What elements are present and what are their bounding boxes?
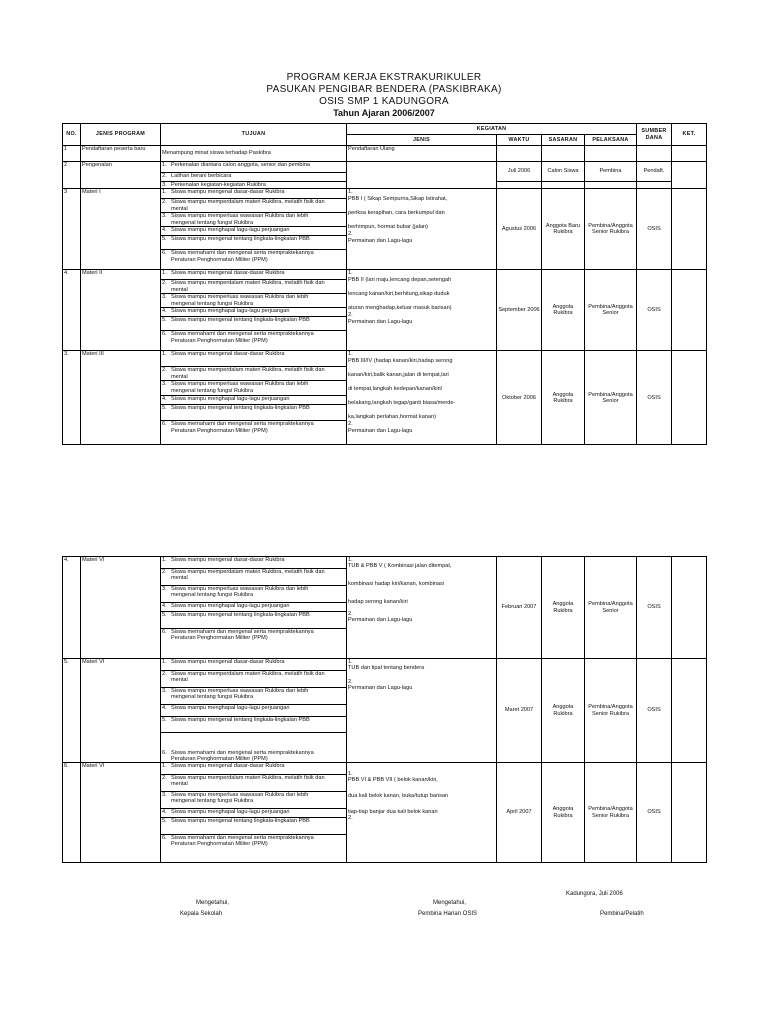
row-pelaksana: Pembina/Anggota Senior Rukibra — [585, 189, 637, 270]
program-table-part-2 — [62, 556, 707, 863]
header-waktu: WAKTU — [497, 135, 542, 146]
row-waktu: Maret 2007 — [497, 659, 542, 763]
doc-title-line-2: PASUKAN PENGIBAR BENDERA (PASKIBRAKA) — [266, 84, 502, 95]
middle-sign-role: Pembina Harian OSIS — [418, 911, 478, 917]
row-dana: OSIS — [637, 557, 672, 659]
tujuan-item: 1. Siswa mampu mengenal dasar-dasar Rukibra — [161, 763, 347, 775]
tujuan-item: 6. Siswa memahami dan mengenal serta mempraktekannya Peraturan Penghormatan Militer (PPM) — [161, 835, 347, 863]
header-kegiatan: KEGIATAN — [347, 124, 637, 135]
row-program: Pendaftaran peserta baru — [81, 146, 161, 162]
row-sasaran: Anggota Rukibra — [542, 659, 585, 763]
row-no: 1 — [63, 146, 81, 162]
header-jenis: JENIS — [347, 135, 497, 146]
tujuan-item: 2. Siswa mampu memperdalam materi Rukibra, melatih fisik dan mental — [161, 280, 347, 294]
row-pelaksana: Pembina — [585, 162, 637, 182]
doc-title-line-4: Tahun Ajaran 2006/2007 — [333, 108, 435, 118]
row-dana: OSIS — [637, 659, 672, 763]
row-no: 4. — [63, 557, 81, 659]
row-no: 2 — [63, 162, 81, 189]
row-kegiatan: 1.PBB VI & PBB VII ( belok kanan/kiri, dua kali belok kanan, buka/tutup barisan tiap-tiap banjar dua kali belok kanan 2. — [347, 763, 497, 863]
row-program: Materi VI — [81, 557, 161, 659]
tujuan-item: 1. Siswa mampu mengenal dasar-dasar Rukibra — [161, 189, 347, 199]
row-pelaksana: Pembina/Anggota Senior — [585, 270, 637, 351]
row-dana: OSIS — [637, 763, 672, 863]
tujuan-item: 4. Siswa mampu menghapal lagu-lagu perjuangan — [161, 227, 347, 236]
row-kegiatan: Pendaftaran Ulang — [347, 146, 497, 162]
tujuan-item: 2. Siswa mampu memperdalam materi Rukibra, melatih fisik dan mental — [161, 671, 347, 688]
tujuan-item: 5. Siswa mampu mengenal tentang lingkala-lingkalan PBB — [161, 236, 347, 250]
row-program: Materi II — [81, 270, 161, 351]
tujuan-item: 3. Siswa mampu memperluas wawasan Rukibra dan lebih mengenal tentang fungsi Rukibra — [161, 586, 347, 603]
tujuan-item: 2. Siswa mampu memperdalam materi Rukibra, melatih fisik dan mental — [161, 199, 347, 213]
row-no: 3 — [63, 189, 81, 270]
tujuan-item: 4. Siswa mampu menghapal lagu-lagu perjuangan — [161, 308, 347, 317]
tujuan-item: 6. Siswa memahami dan mengenal serta mempraktekannya Peraturan Penghormatan Militer (PPM) — [161, 421, 347, 445]
tujuan-item: 1. Siswa mampu mengenal dasar-dasar Rukibra — [161, 270, 347, 280]
row-program: Materi III — [81, 351, 161, 445]
row-sasaran: Anggota Rukibra — [542, 270, 585, 351]
left-sign-label: Mengetahui, — [196, 900, 230, 906]
header-sumber-dana: SUMBER DANA — [637, 124, 672, 146]
row-kegiatan: 1.PBB III/IV (hadap kanan/kiri,hadap serong kanan/kiri,balik kanan,jalan di tempat,lari di tempat,langkah kedepan/kanan/kiri/ belakang,langkah tegap/ganti biasa/merde- ka,langkah perlahan,hormat kanan) 2.Permainan dan Lagu-lagu — [347, 351, 497, 445]
place-date: Kadungora, Juli 2006 — [566, 891, 623, 897]
row-no: 5. — [63, 659, 81, 763]
row-kegiatan: 1.TUB dan tipal tentang bendera 2.Permainan dan Lagu-lagu — [347, 659, 497, 763]
header-no: NO. — [63, 124, 81, 146]
tujuan-item: 4. Siswa mampu menghapal lagu-lagu perjuangan — [161, 809, 347, 818]
row-program: Pengenalan — [81, 162, 161, 189]
tujuan-item: 6. Siswa memahami dan mengenal serta mempraktekannya Peraturan Penghormatan Militer (PPM) — [161, 629, 347, 659]
tujuan-item: 6. Siswa memahami dan mengenal serta mempraktekannya Peraturan Penghormatan Militer (PPM) — [161, 331, 347, 351]
right-sign-role: Pembina/Pelatih — [600, 911, 644, 917]
header-sasaran: SASARAN — [542, 135, 585, 146]
row-program: Materi I — [81, 189, 161, 270]
row-sasaran: Calon Siswa — [542, 162, 585, 182]
table-row — [63, 659, 707, 671]
tujuan-item: 5. Siswa mampu mengenal tentang lingkala-lingkalan PBB — [161, 612, 347, 629]
table-row — [63, 351, 707, 367]
header-pelaksana: PELAKSANA — [585, 135, 637, 146]
row-kegiatan: 1.PBB I ( Sikap Sempurna,Sikap Istirahat, periksa kerapihan, cara berkumpul dan berhimpun, hormat bubar (jalan) 2.Permainan dan Lagu-lagu — [347, 189, 497, 270]
tujuan-item: 6. Siswa memahami dan mengenal serta mempraktekannya Peraturan Penghormatan Militer (PPM) — [161, 250, 347, 270]
tujuan-item: 3. Siswa mampu memperluas wawasan Rukibra dan lebih mengenal tentang fungsi Rukibra — [161, 213, 347, 227]
row-no: 4. — [63, 270, 81, 351]
row-no: 6. — [63, 763, 81, 863]
header-jenis-program: JENIS PROGRAM — [81, 124, 161, 146]
header-ket: KET. — [672, 124, 707, 146]
header-tujuan: TUJUAN — [161, 124, 347, 146]
row-kegiatan: 1.PBB II (lari maju,lencang depan,setengah lencang kanan/kiri,berhitung,sikap duduk aturan menghadap,keluar masuk barisan) 2.Permainan dan Lagu-lagu — [347, 270, 497, 351]
row-tujuan: Menampung minat siswa terhadap Paskibra — [161, 146, 347, 162]
row-program: Materi VI — [81, 763, 161, 863]
tujuan-item: 2. Siswa mampu memperdalam materi Rukibra, melatih fisik dan mental — [161, 367, 347, 381]
tujuan-item: 5. Siswa mampu mengenal tentang lingkala-lingkalan PBB — [161, 717, 347, 733]
tujuan-item: 5. Siswa mampu mengenal tentang lingkala-lingkalan PBB — [161, 317, 347, 331]
tujuan-item: 3. Siswa mampu memperluas wawasan Rukibra dan lebih mengenal tentang fungsi Rukibra — [161, 294, 347, 308]
tujuan-item: 2. Latihan berani berbicara — [161, 173, 347, 182]
row-dana: OSIS — [637, 189, 672, 270]
tujuan-item: 2. Siswa mampu memperdalam materi Rukibra, melatih fisik dan mental — [161, 775, 347, 792]
tujuan-item: 4. Siswa mampu menghapal lagu-lagu perjuangan — [161, 705, 347, 717]
tujuan-item: 2. Siswa mampu memperdalam materi Rukibra, melatih fisik dan mental — [161, 569, 347, 586]
tujuan-item: 3. Siswa mampu memperluas wawasan Rukibra dan lebih mengenal tentang fungsi Rukibra — [161, 381, 347, 396]
tujuan-item: 6. Siswa memahami dan mengenal serta mempraktekannya Peraturan Penghormatan Militer (PPM) — [161, 733, 347, 763]
tujuan-item: 3. Siswa mampu memperluas wawasan Rukibra dan lebih mengenal tentang fungsi Rukibra — [161, 792, 347, 809]
row-pelaksana: Pembina/Anggota Senior Rukibra — [585, 659, 637, 763]
row-program: Materi VI — [81, 659, 161, 763]
row-pelaksana: Pembina/Anggota Senior — [585, 351, 637, 445]
row-kegiatan: 1.TUB & PBB V ( Kombinasi jalan ditempat, kombinasi hadap kiri/kanan, kombinasi hadap serong kanan/kiri 2.Permainan dan Lagu-lagu — [347, 557, 497, 659]
tujuan-item: 5. Siswa mampu mengenal tentang lingkala-lingkalan PBB — [161, 818, 347, 835]
table-row — [63, 189, 707, 199]
doc-title-line-3: OSIS SMP 1 KADUNGORA — [319, 96, 449, 107]
table-row — [63, 146, 707, 162]
row-waktu: September 2006 — [497, 270, 542, 351]
row-sasaran: Anggota Rukibra — [542, 763, 585, 863]
tujuan-item: 1. Perkenalan diantara calon anggota, senior dan pembina — [161, 162, 347, 173]
row-waktu: Juli 2006 — [497, 162, 542, 182]
left-sign-role: Kepala Sekolah — [180, 911, 223, 917]
table-row — [63, 557, 707, 569]
tujuan-item: 3. Perkenalan kegiatan-kegiatan Rukibra — [161, 182, 347, 189]
row-waktu: Oktober 2006 — [497, 351, 542, 445]
middle-sign-label: Mengetahui, — [433, 900, 467, 906]
tujuan-item: 4. Siswa mampu menghapal lagu-lagu perjuangan — [161, 603, 347, 612]
row-waktu: April 2007 — [497, 763, 542, 863]
tujuan-item: 5. Siswa mampu mengenal tentang lingkala-lingkalan PBB — [161, 405, 347, 421]
row-waktu: Februari 2007 — [497, 557, 542, 659]
tujuan-item: 3. Siswa mampu memperluas wawasan Rukibra dan lebih mengenal tentang fungsi Rukibra — [161, 688, 347, 705]
row-sasaran: Anggota Rukibra — [542, 351, 585, 445]
tujuan-item: 1. Siswa mampu mengenal dasar-dasar Rukibra — [161, 557, 347, 569]
row-pelaksana: Pembina/Anggota Senior Rukibra — [585, 763, 637, 863]
row-sasaran: Anggota Rukibra — [542, 557, 585, 659]
row-no: 3. — [63, 351, 81, 445]
table-row — [63, 162, 707, 173]
program-table-part-1 — [62, 123, 707, 445]
row-dana: OSIS — [637, 351, 672, 445]
doc-title-line-1: PROGRAM KERJA EKSTRAKURIKULER — [286, 72, 482, 83]
row-dana: Pendaft. — [637, 162, 672, 182]
row-pelaksana: Pembina/Anggota Senior — [585, 557, 637, 659]
tujuan-item: 1. Siswa mampu mengenal dasar-dasar Rukibra — [161, 351, 347, 367]
table-row — [63, 763, 707, 775]
table-row — [63, 270, 707, 280]
row-sasaran: Anggota Baru Rukibra — [542, 189, 585, 270]
row-waktu: Agustus 2006 — [497, 189, 542, 270]
tujuan-item: 1. Siswa mampu mengenal dasar-dasar Rukibra — [161, 659, 347, 671]
tujuan-item: 4. Siswa mampu menghapal lagu-lagu perjuangan — [161, 396, 347, 405]
row-dana: OSIS — [637, 270, 672, 351]
